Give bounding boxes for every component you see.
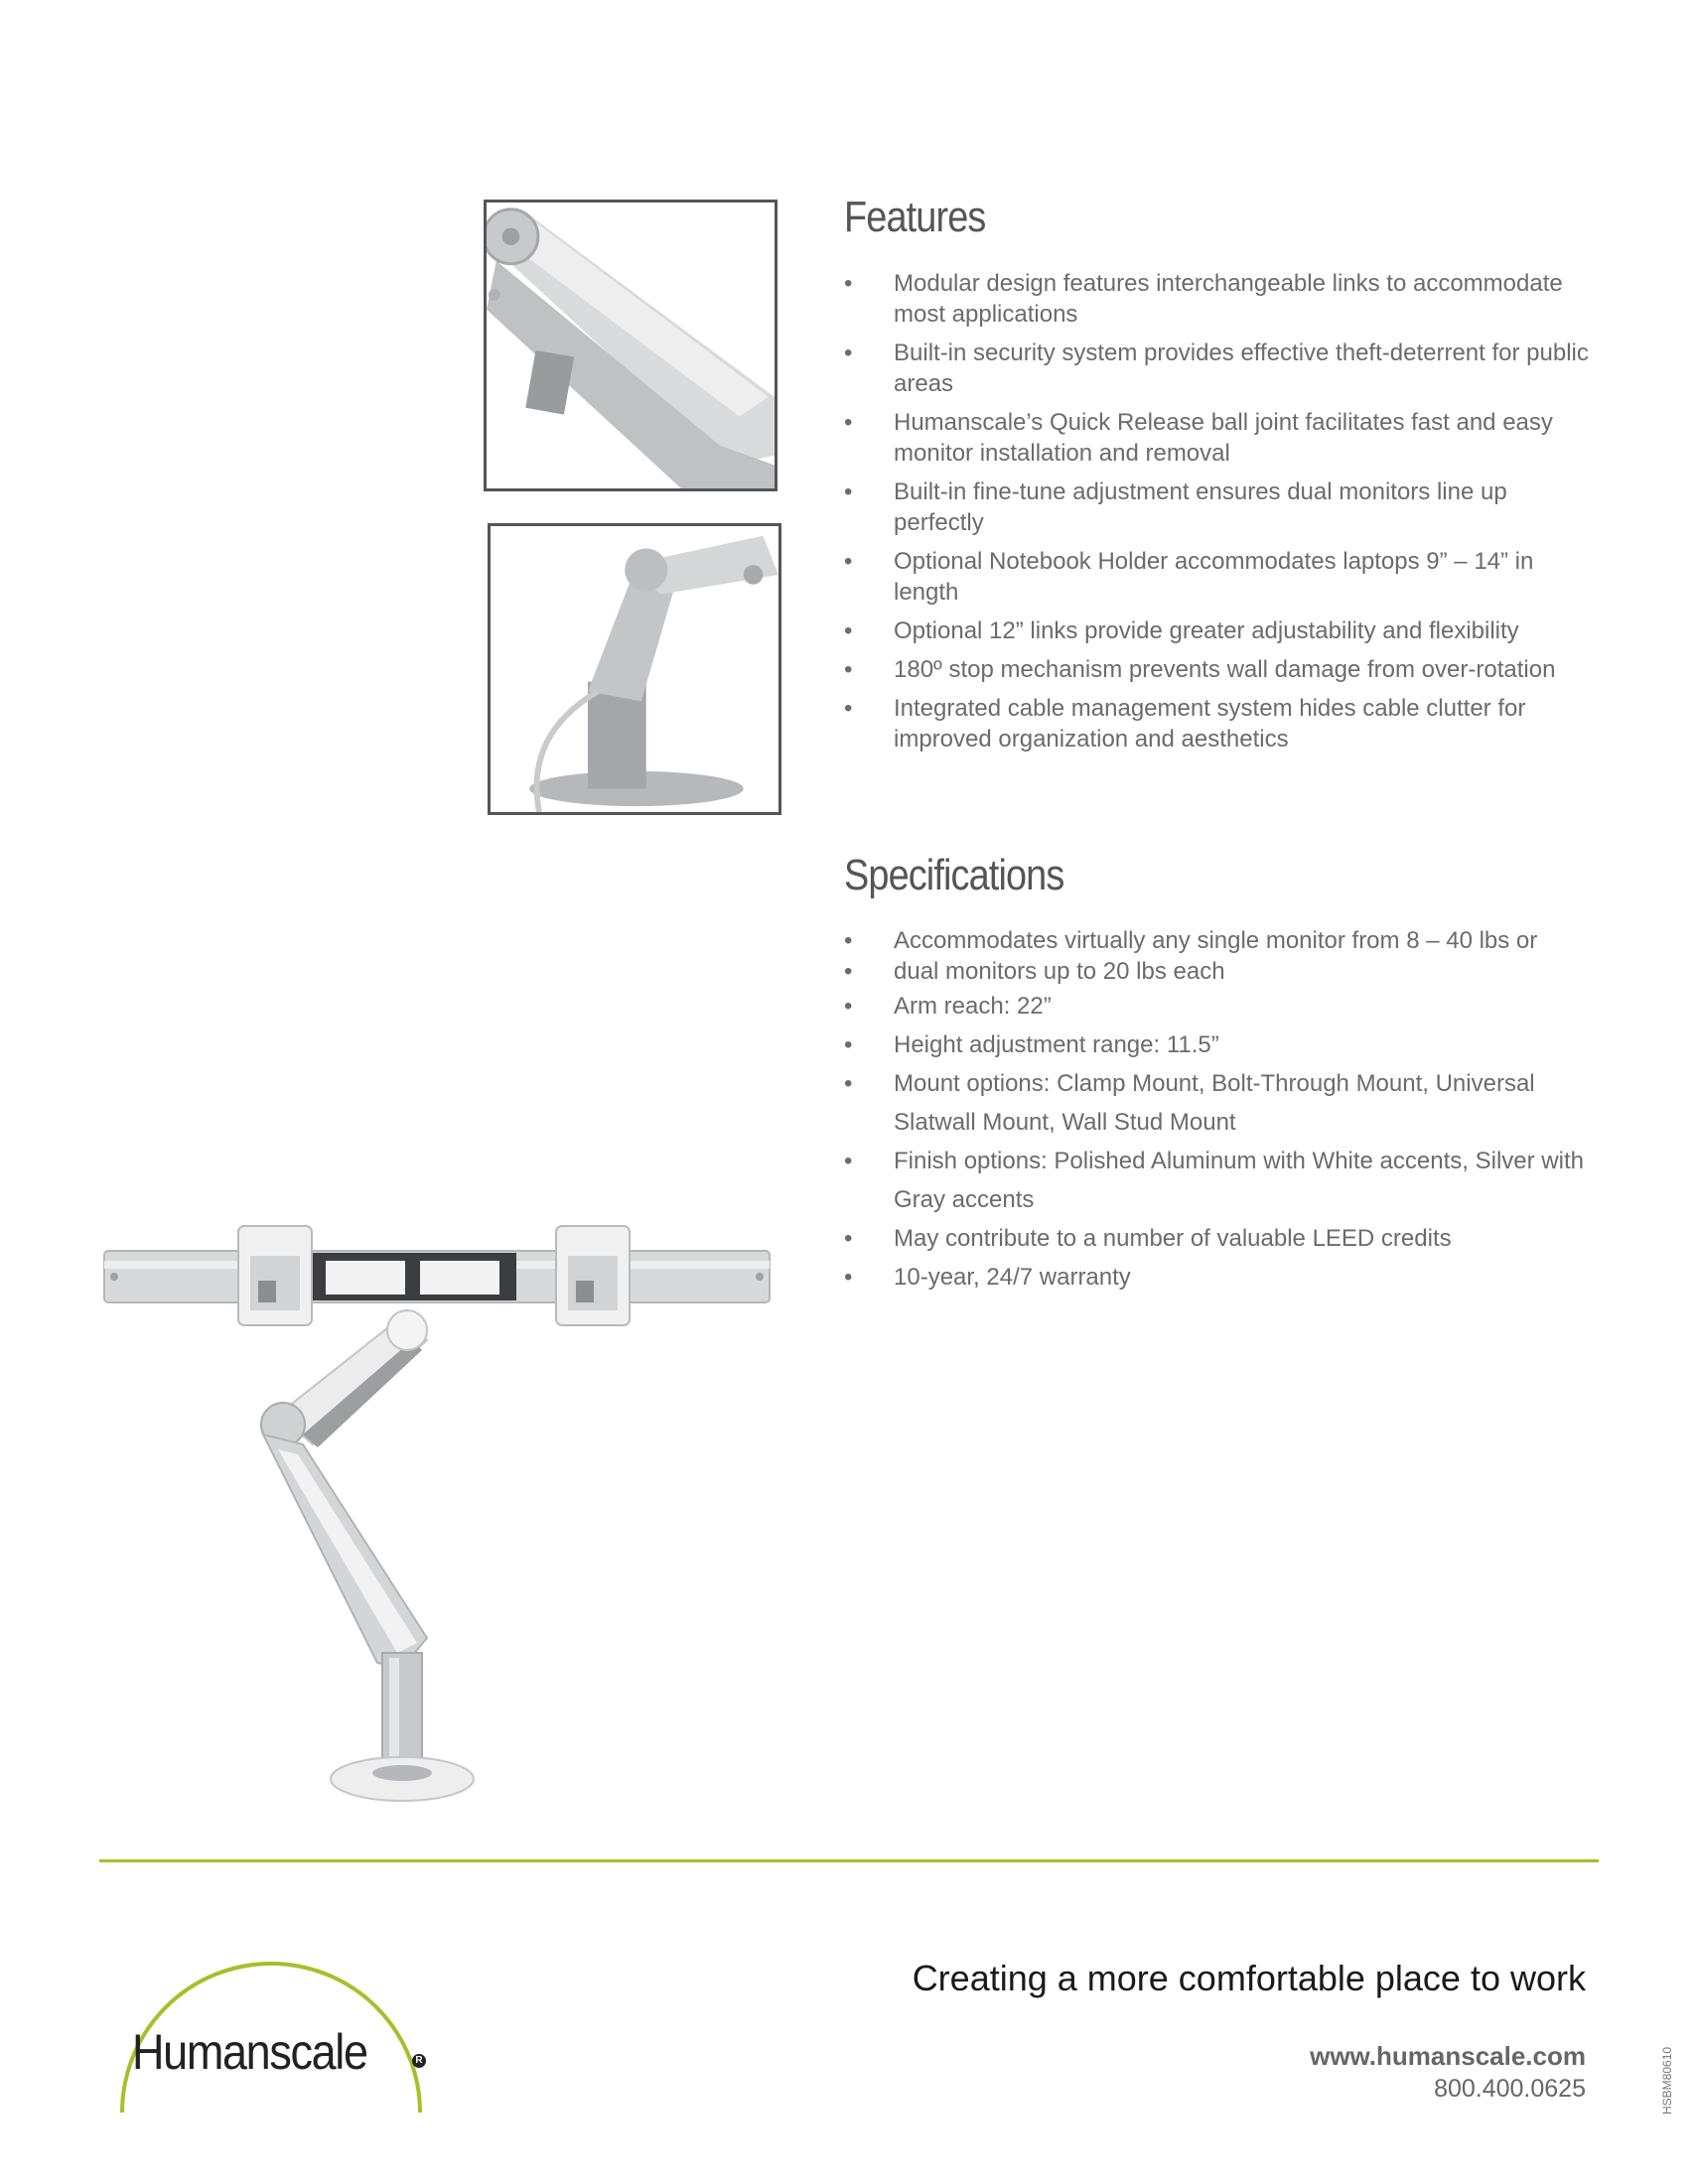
feature-item: • Modular design features interchangeable links to accommodate most applications: [844, 268, 1599, 330]
product-photo-monitor-arm: [99, 1201, 775, 1837]
feature-item: • Optional Notebook Holder accommodates laptops 9” – 14” in length: [844, 546, 1599, 608]
spec-item: • Mount options: Clamp Mount, Bolt-Through Mount, Universal Slatwall Mount, Wall Stud Mount: [844, 1064, 1599, 1142]
feature-item: • Humanscale’s Quick Release ball joint facilitates fast and easy monitor installation and removal: [844, 407, 1599, 469]
spec-item: • May contribute to a number of valuable LEED credits: [844, 1219, 1599, 1258]
spec-item: • dual monitors up to 20 lbs each: [844, 956, 1599, 987]
registered-mark: R: [412, 2054, 426, 2068]
features-list: [844, 268, 1599, 762]
website-link[interactable]: www.humanscale.com: [1310, 2041, 1586, 2071]
footer-divider: [99, 1859, 1599, 1862]
specifications-heading: Specifications: [844, 851, 1064, 899]
feature-item: • Built-in security system provides effective theft-deterrent for public areas: [844, 338, 1599, 399]
detail-photo-cable-management: [488, 523, 781, 815]
document-code: HSBM80610: [1660, 2046, 1674, 2115]
features-heading: Features: [844, 193, 986, 241]
brand-name: Humanscale: [132, 2024, 367, 2080]
spec-item: • Height adjustment range: 11.5”: [844, 1025, 1599, 1064]
phone-number: 800.400.0625: [1434, 2075, 1586, 2103]
tagline: Creating a more comfortable place to work: [912, 1958, 1586, 1998]
feature-item: • Built-in fine-tune adjustment ensures dual monitors line up perfectly: [844, 477, 1599, 538]
feature-item: • 180º stop mechanism prevents wall damage from over-rotation: [844, 654, 1599, 685]
spec-item: • Finish options: Polished Aluminum with White accents, Silver with Gray accents: [844, 1142, 1599, 1219]
spec-item: • Accommodates virtually any single monitor from 8 – 40 lbs or: [844, 925, 1599, 956]
humanscale-logo: [114, 1914, 452, 2113]
specifications-list: [844, 925, 1599, 1297]
spec-item: • Arm reach: 22”: [844, 987, 1599, 1025]
logo-arc-icon: [114, 1914, 452, 2113]
spec-item: • 10-year, 24/7 warranty: [844, 1258, 1599, 1297]
feature-item: • Integrated cable management system hides cable clutter for improved organization and aesthetics: [844, 693, 1599, 754]
feature-item: • Optional 12” links provide greater adjustability and flexibility: [844, 615, 1599, 646]
detail-photo-quick-release: [484, 200, 778, 491]
